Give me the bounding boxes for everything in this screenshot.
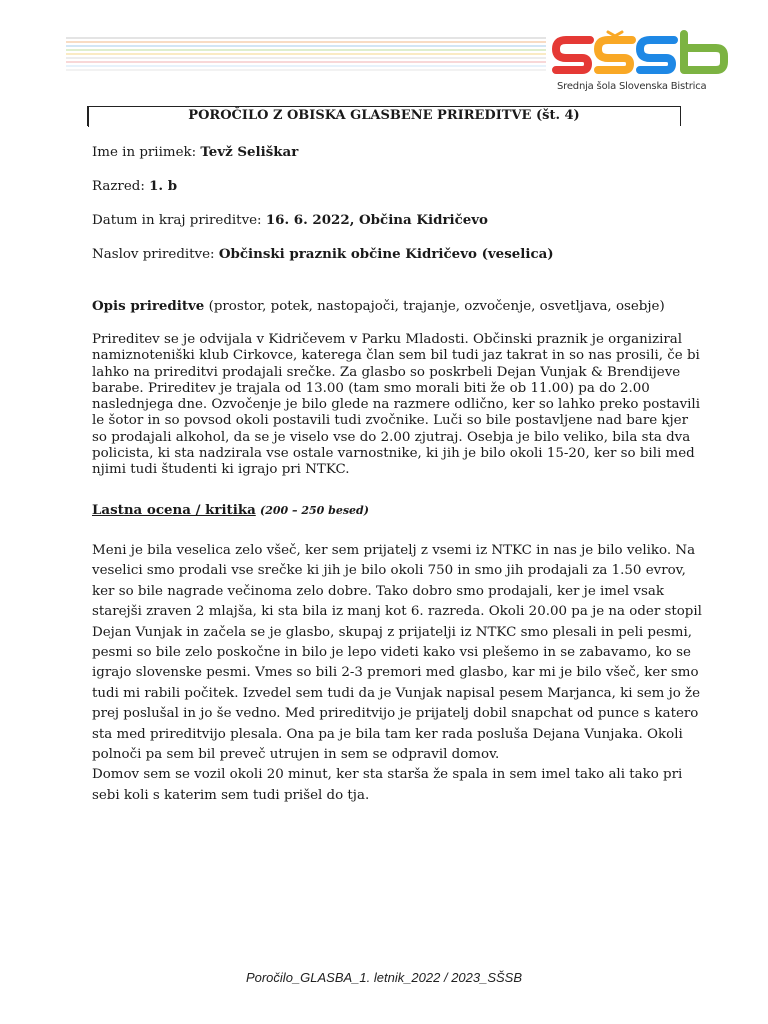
critique-line: Meni je bila veselica zelo všeč, ker sem prijatelj z vsemi iz NTKC in nas je bilo veliko. Na bbox=[92, 543, 696, 558]
critique-line: igrajo slovenske pesmi. Vmes so bili 2-3 premori med glasbo, kar mi je bilo všeč, ker smo bbox=[92, 665, 699, 681]
critique-heading-line bbox=[92, 502, 369, 518]
description-hint: (prostor, potek, nastopajoči, trajanje, ozvočenje, osvetljava, osebje) bbox=[204, 299, 665, 314]
header-stripes bbox=[66, 36, 546, 76]
critique-line: ker so bile nagrade večinoma zelo dobre. Tako dobro smo prodajali, ker je imel vsak bbox=[92, 583, 664, 599]
event-value: Občinski praznik občine Kidričevo (veselica) bbox=[218, 246, 554, 262]
date-value: 16. 6. 2022, Občina Kidričevo bbox=[265, 212, 488, 228]
report-title: POROČILO Z OBISKA GLASBENE PRIREDITVE (št. 4) bbox=[188, 108, 580, 123]
report-title-box bbox=[87, 106, 681, 126]
critique-line: starejši zraven 2 mlajša, ki sta bila iz manj kot 6. razreda. Okoli 20.00 pa je na oder stopil bbox=[92, 604, 702, 620]
name-field bbox=[92, 144, 298, 160]
critique-hint: (200 – 250 besed) bbox=[260, 504, 369, 517]
class-label: Razred: bbox=[92, 179, 150, 194]
critique-line: tudi mi rabili počitek. Izvedel sem tudi da je Vunjak napisal pesem Marjanca, ki sem jo že bbox=[92, 685, 701, 701]
critique-paragraph bbox=[92, 541, 702, 806]
critique-line: prej poslušal in jo še vedno. Med prireditvijo je prijatelj dobil snapchat od punce s katero bbox=[92, 706, 699, 722]
description-paragraph bbox=[92, 332, 700, 479]
description-line: le šotor in so povsod okoli postavili tudi zvočnike. Luči so bile postavljene nad bare kjer bbox=[92, 413, 688, 429]
description-line: barabe. Prireditev je trajala od 13.00 (tam smo morali biti že ob 11.00) pa do 2.00 bbox=[92, 380, 650, 396]
description-line: policista, ki sta nadzirala vse ostale varnostnike, ki jih je bilo okoli 15-20, ker so bili med bbox=[92, 446, 695, 462]
class-field bbox=[92, 178, 177, 194]
description-heading-line bbox=[92, 298, 665, 314]
description-line: Prireditev se je odvijala v Kidričevem v Parku Mladosti. Občinski praznik je organiziral bbox=[92, 332, 683, 347]
critique-line: Dejan Vunjak in začela se je glasbo, skupaj z prijatelji iz NTKC smo plesali in peli pesmi, bbox=[92, 624, 693, 640]
name-value: Tevž Seliškar bbox=[200, 144, 299, 160]
event-label: Naslov prireditve: bbox=[92, 247, 219, 262]
critique-line: Domov sem se vozil okoli 20 minut, ker sta starša že spala in sem imel tako ali tako pri bbox=[92, 767, 683, 783]
description-line: namiznoteniški klub Cirkovce, katerega član sem bil tudi jaz takrat in so nas prosili, če bi bbox=[92, 348, 700, 364]
date-field bbox=[92, 212, 488, 228]
critique-line: sebi koli s katerim sem tudi prišel do tja. bbox=[92, 787, 370, 803]
description-line: lahko na prireditvi prodajali srečke. Za glasbo so poskrbeli Dejan Vunjak & Brendijeve bbox=[92, 364, 681, 380]
description-line: so prodajali alkohol, da se je viselo vse do 2.00 zjutraj. Osebja je bilo veliko, bila sta dva bbox=[92, 429, 691, 445]
description-line: naslednjega dne. Ozvočenje je bilo glede na razmere odlično, ker so lahko preko postavili bbox=[92, 397, 700, 413]
page-footer: Poročilo_GLASBA_1. letnik_2022 / 2023_SŠSB bbox=[245, 970, 523, 985]
critique-line: polnoči pa sem bil preveč utrujen in sem se odpravil domov. bbox=[92, 747, 500, 763]
description-heading: Opis prireditve bbox=[92, 298, 205, 314]
event-field bbox=[92, 246, 554, 262]
name-label: Ime in priimek: bbox=[92, 145, 201, 160]
critique-heading: Lastna ocena / kritika bbox=[92, 502, 256, 518]
class-value: 1. b bbox=[149, 178, 178, 194]
critique-line: veselici smo prodali vse srečke ki jih je bilo okoli 750 in smo jih prodajali za 1.50 evrov, bbox=[92, 563, 686, 579]
logo-subtitle: Srednja šola Slovenska Bistrica bbox=[557, 81, 707, 92]
date-label: Datum in kraj prireditve: bbox=[92, 213, 266, 228]
description-line: njimi tudi študenti ki igrajo pri NTKC. bbox=[92, 462, 350, 478]
critique-line: sta med prireditvijo plesala. Ona pa je bila tam ker rada posluša Dejana Vunjaka. Okoli bbox=[92, 726, 683, 742]
critique-line: pesmi so bile zelo poskočne in bilo je lepo videti kako vsi plešemo in se zabavamo, ko se bbox=[92, 645, 691, 661]
